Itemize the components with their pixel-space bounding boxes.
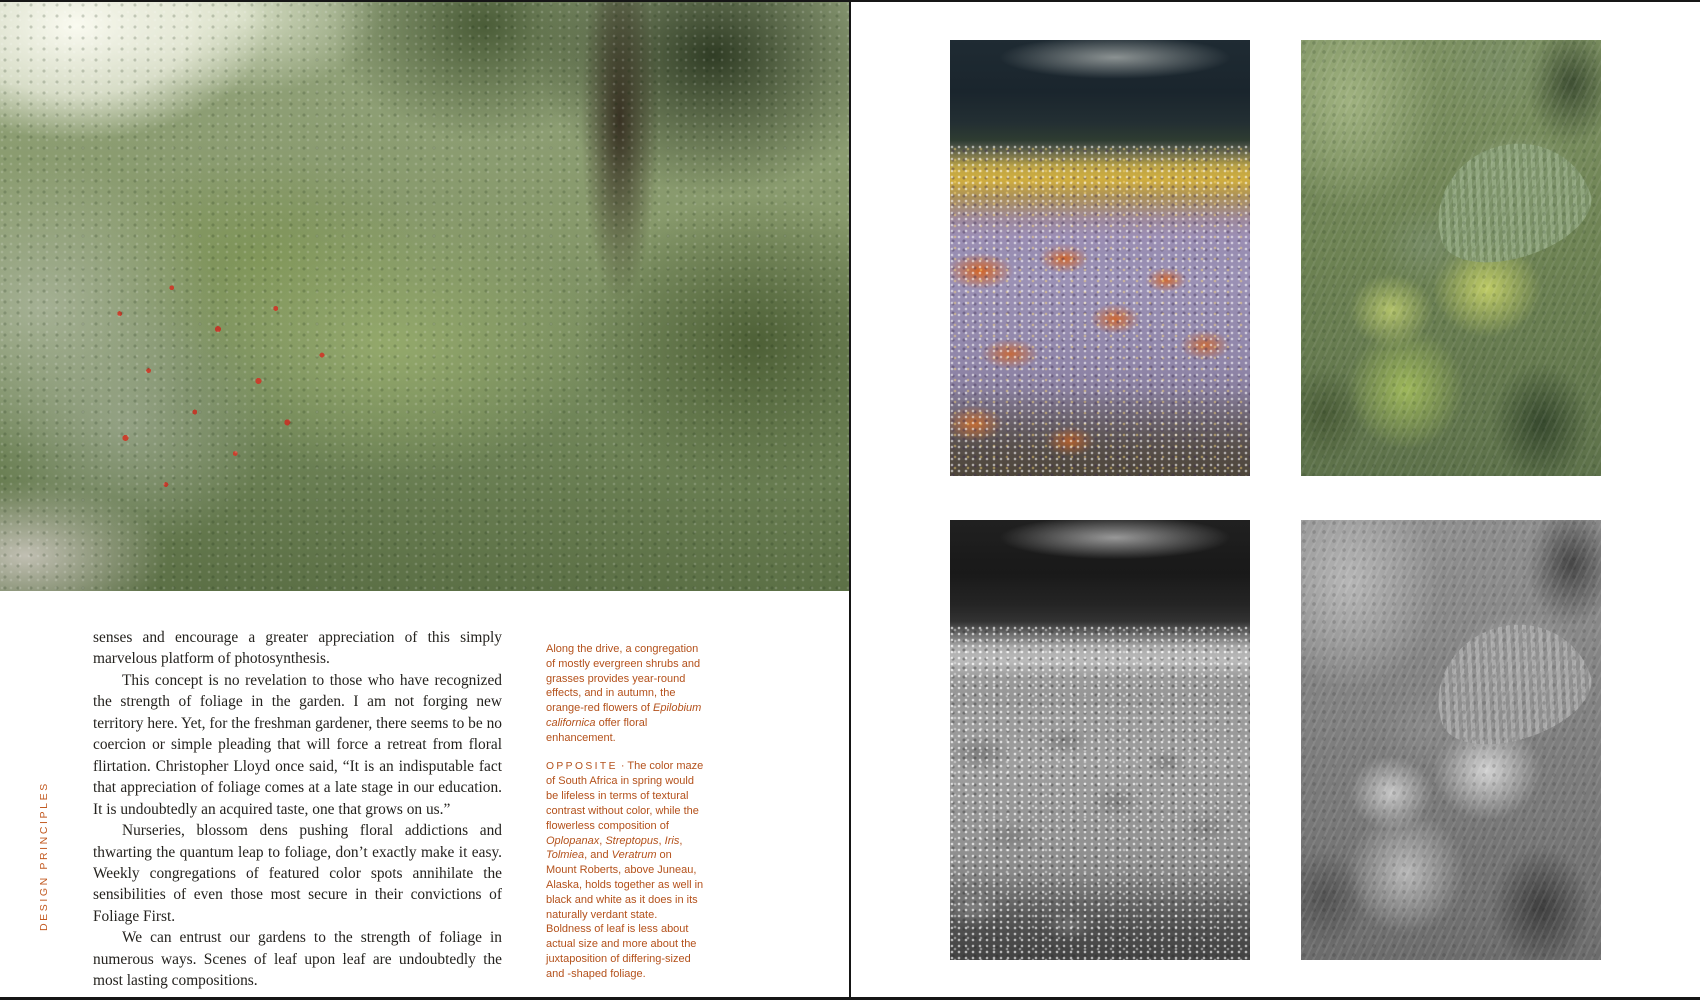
caption-along-drive: Along the drive, a congregation of mostly evergreen shrubs and grasses provides year-round effects, and in autumn, the orange-red flowers of Epilobium californica offer floral enhancement.: [546, 643, 702, 744]
body-paragraph: Nurseries, blossom dens pushing floral addictions and thwarting the quantum leap to foliage, don’t exactly make it easy. Weekly congregations of featured color spots annihilate the sensibilities of even those most secure in their convictions of Foliage First.: [93, 822, 502, 925]
wildflower-meadow-color-photo: [950, 40, 1250, 476]
body-text-column: [93, 627, 502, 992]
body-paragraph: This concept is no revelation to those who have recognized the strength of foliage in the garden. I am not forging new territory here. Yet, for the freshman gardener, there seems to be no coercion or simple pleading that will force a retreat from floral flirtation. Christopher Lloyd once said, “It is an indisputable fact that appreciation of foliage comes at a late stage in our education. It is undoubtedly an acquired taste, one that grows on us.”: [93, 671, 502, 818]
caption-opposite: OPPOSITE · The color maze of South Africa in spring would be lifeless in terms of textural contrast without color, while the flowerless composition of Oplopanax, Streptopus, Iris, Tolmiea, and Veratrum on Mount Roberts, above Juneau, Alaska, holds together as well in black and white as it does in its naturally verdant state. Boldness of leaf is less about actual size and more about the juxtaposition of differing-sized and -shaped foliage.: [546, 759, 704, 980]
body-paragraph: senses and encourage a greater appreciation of this simply marvelous platform of photosynthesis.: [93, 629, 502, 668]
wildflower-meadow-bw-photo: [950, 520, 1250, 960]
caption-column: [546, 642, 704, 995]
verdant-foliage-bw-photo: [1301, 520, 1601, 960]
page-gutter-divider: [849, 0, 851, 1000]
verdant-foliage-color-photo: [1301, 40, 1601, 476]
red-flower-accents: [85, 267, 374, 526]
garden-photo: [0, 2, 849, 591]
section-spine-label: DESIGN PRINCIPLES: [38, 781, 50, 931]
body-paragraph: We can entrust our gardens to the strength of foliage in numerous ways. Scenes of leaf upon leaf are undoubtedly the most lasting compositions.: [93, 929, 502, 990]
